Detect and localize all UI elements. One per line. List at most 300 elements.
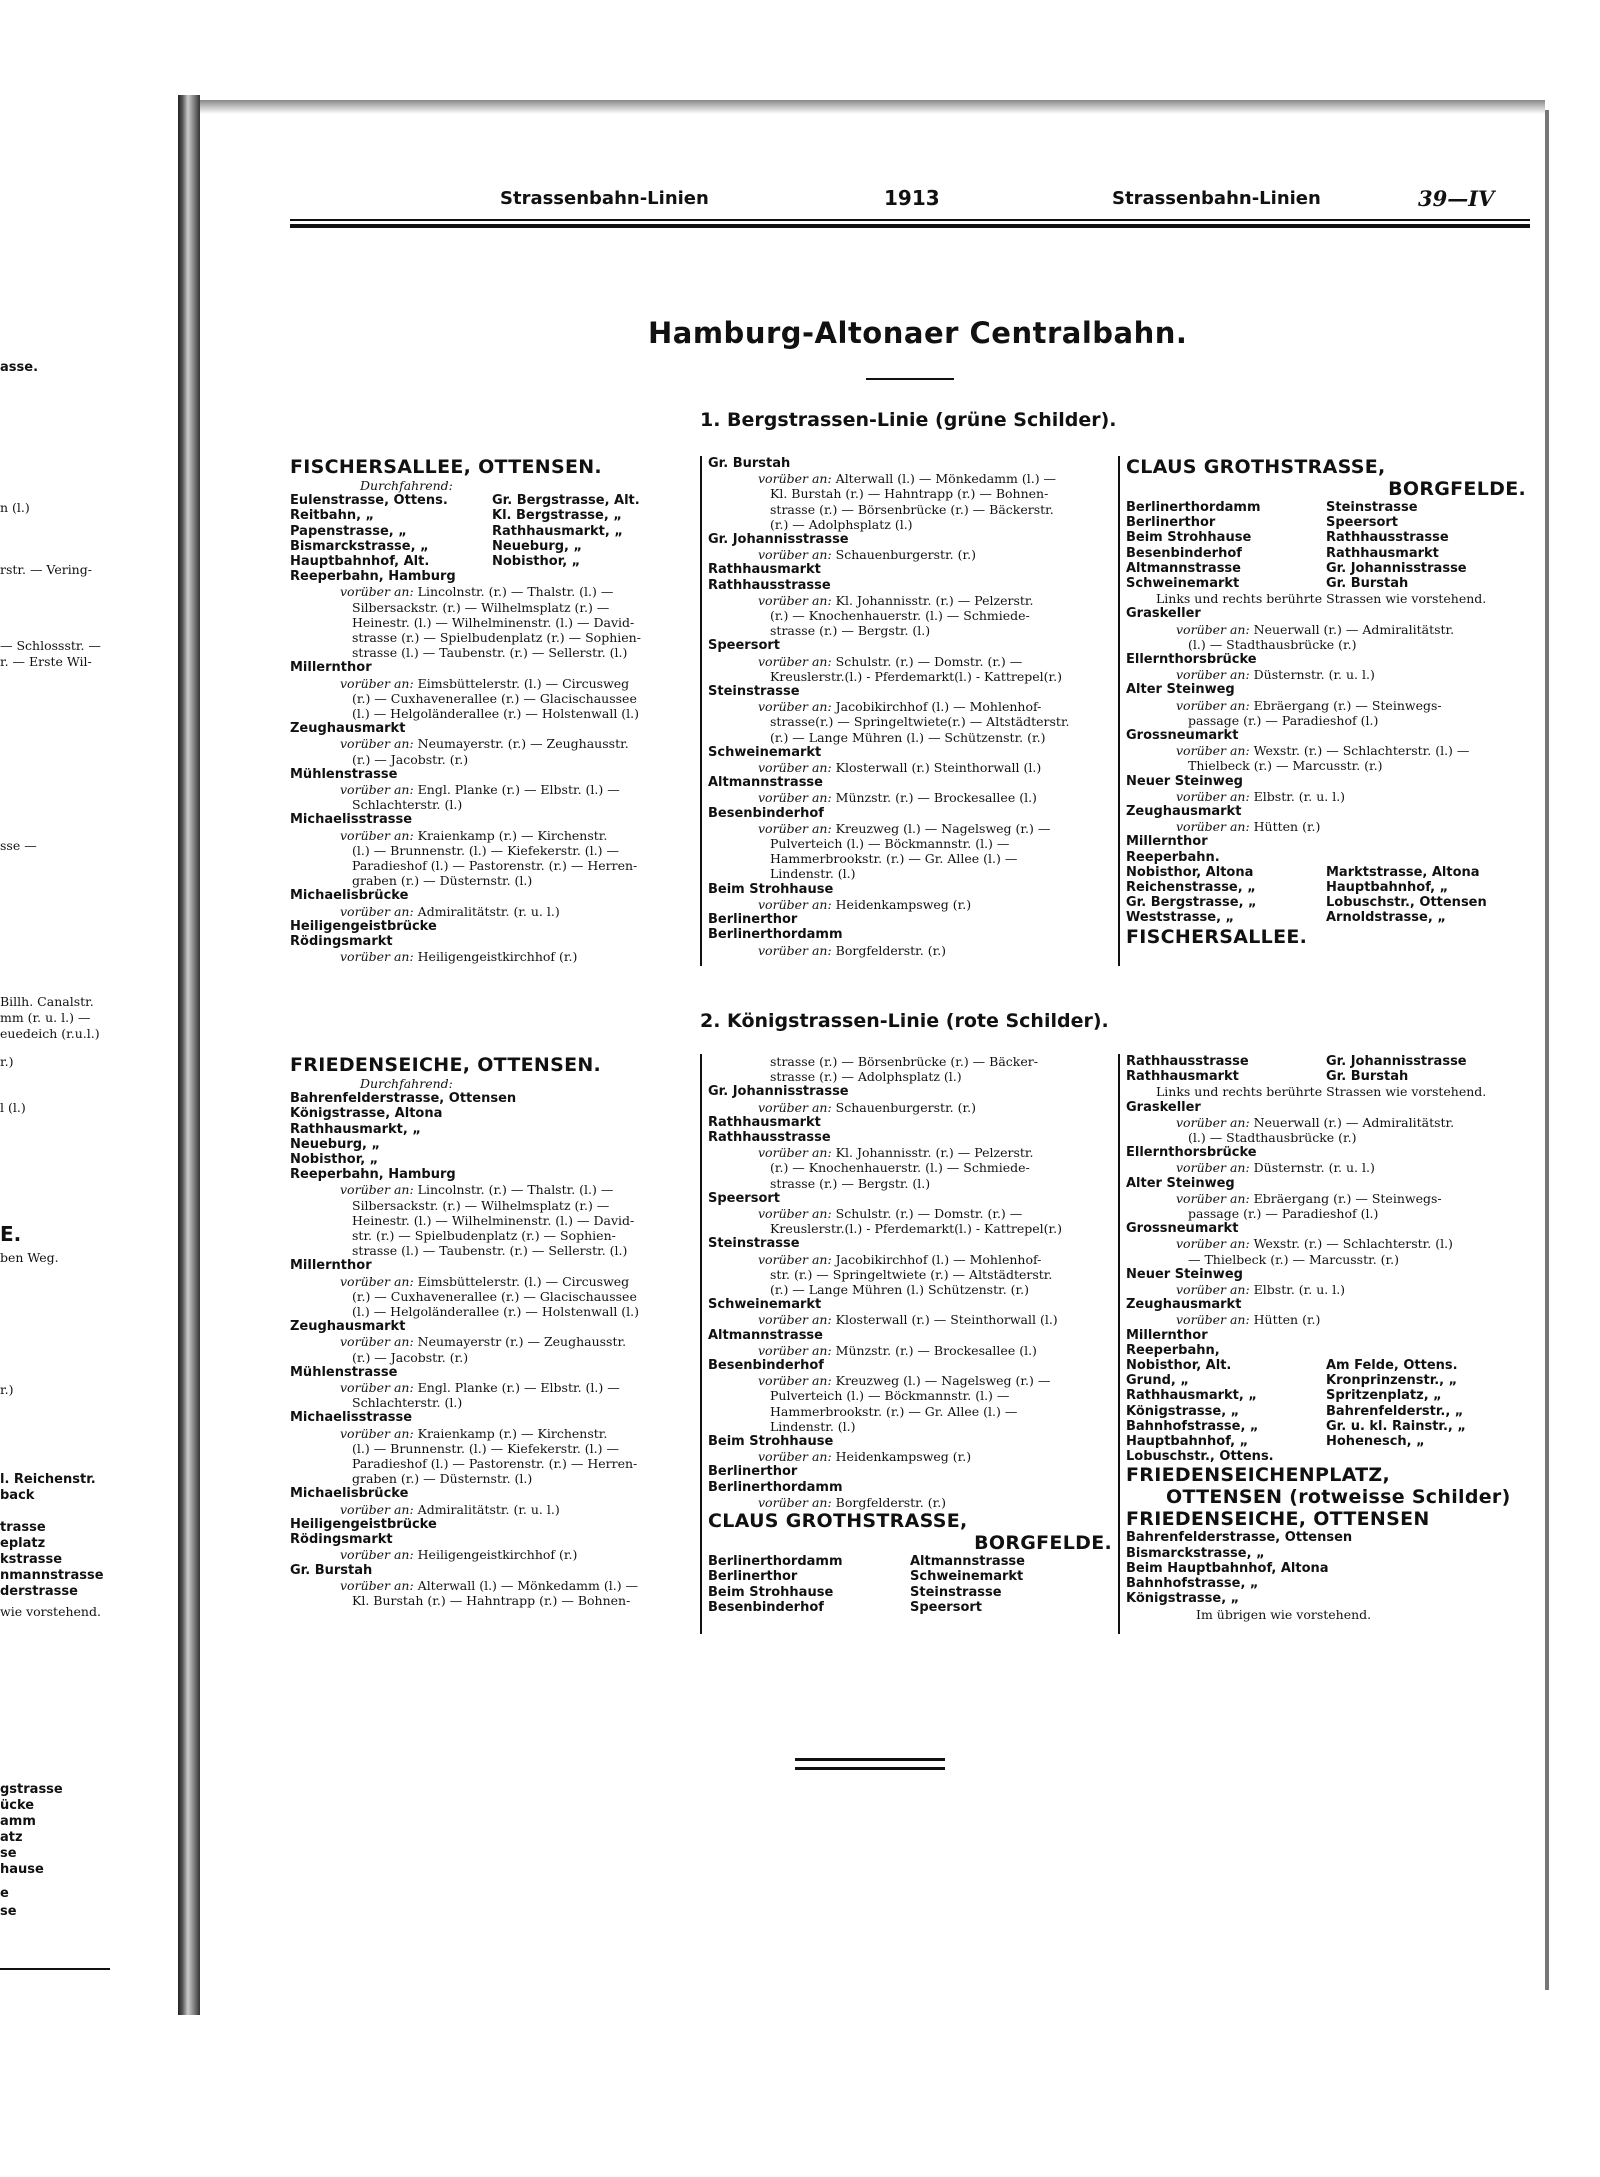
running-header-left: Strassenbahn-Linien — [500, 188, 709, 209]
stop-pair-row — [1126, 1404, 1526, 1419]
passing-streets: vorüber an: Elbstr. (r. u. l.) — [1176, 1282, 1346, 1298]
stop-name: Millernthor — [1126, 1327, 1208, 1343]
passing-streets-cont: str. (r.) — Springeltwiete (r.) — Altstädterstr. — [770, 1266, 1053, 1282]
left-fragment: — Schlossstr. — — [0, 638, 101, 653]
stop-pair-row — [1126, 1358, 1526, 1373]
stop-pair-row — [1126, 1373, 1526, 1388]
stop-name: Königstrasse, „ — [1126, 1403, 1240, 1419]
left-fragment: hause — [0, 1862, 44, 1877]
passing-streets-cont: str. (r.) — Spielbudenplatz (r.) — Sophien- — [352, 1228, 616, 1244]
stop-name: Lobuschstr., Ottensen — [1326, 895, 1487, 911]
stop-name: Bismarckstrasse, „ — [290, 538, 429, 554]
passing-streets: vorüber an: Kreuzweg (l.) — Nagelsweg (r.) — — [758, 820, 1051, 836]
stop-pair-row — [1126, 1419, 1526, 1434]
stop-pair-row — [708, 1600, 1112, 1615]
passing-streets-cont: Lindenstr. (l.) — [770, 1418, 856, 1434]
passing-streets-cont: (r.) — Knochenhauerstr. (l.) — Schmiede- — [770, 1160, 1030, 1176]
stop-name: Gr. Burstah — [1326, 576, 1409, 592]
stop-name: Beim Strohhause — [708, 1584, 834, 1600]
stop-name: Lobuschstr., Ottens. — [1126, 1449, 1274, 1465]
stop-name: Speersort — [910, 1599, 983, 1615]
stop-name: Nobisthor, „ — [492, 554, 581, 570]
stop-name: Grund, „ — [1126, 1373, 1189, 1389]
passing-streets-cont: (l.) — Helgoländerallee (r.) — Holstenwall (l.) — [352, 706, 640, 722]
stop-name: Reeperbahn. — [1126, 849, 1220, 865]
stop-name: Gr. Burstah — [1326, 1069, 1409, 1085]
passing-streets-cont: Kreuslerstr.(l.) - Pferdemarkt(l.) - Kattrepel(r.) — [770, 1221, 1062, 1237]
passing-streets: vorüber an: Eimsbüttelerstr. (l.) — Circusweg — [340, 675, 630, 691]
passing-streets-cont: strasse (r.) — Adolphsplatz (l.) — [770, 1069, 962, 1085]
stop-name: Neueburg, „ — [290, 1136, 381, 1152]
left-fragment: l. Reichenstr. — [0, 1472, 96, 1487]
passing-streets: vorüber an: Wexstr. (r.) — Schlachterstr. (l.) — [1176, 1236, 1453, 1252]
left-fragment: asse. — [0, 360, 39, 375]
stop-name: Ellernthorsbrücke — [1126, 652, 1257, 668]
passing-streets-cont: strasse (r.) — Spielbudenplatz (r.) — Sophien- — [352, 630, 641, 646]
passing-streets-cont: (r.) — Lange Mühren (l.) — Schützenstr. (r.) — [770, 729, 1046, 745]
passing-streets-cont: passage (r.) — Paradieshof (l.) — [1188, 712, 1379, 728]
stop-name: Am Felde, Ottens. — [1326, 1358, 1458, 1374]
passing-streets-cont: Links und rechts berührte Strassen wie vorstehend. — [1156, 591, 1487, 607]
stop-name: Steinstrasse — [910, 1584, 1002, 1600]
passing-streets-cont: strasse (r.) — Bergstr. (l.) — [770, 623, 931, 639]
stop-name: Rathhausmarkt, „ — [290, 1121, 421, 1137]
stop-name: Heiligengeistbrücke — [290, 1516, 437, 1532]
stop-name — [1326, 1449, 1526, 1464]
stop-name: Schweinemarkt — [1126, 576, 1240, 592]
stop-name: Mühlenstrasse — [290, 766, 398, 782]
stop-name: Rathhausmarkt, „ — [492, 523, 623, 539]
stop-list — [1126, 1084, 1526, 1358]
line2-column-2 — [708, 1054, 1112, 1615]
stop-name: Berlinerthordamm — [708, 927, 843, 943]
stop-name: Besenbinderhof — [708, 805, 824, 821]
page-title: Hamburg-Altonaer Centralbahn. — [648, 316, 1188, 350]
stop-pair-row — [1126, 1069, 1526, 1084]
through-stops — [290, 493, 694, 569]
left-fragment: derstrasse — [0, 1584, 78, 1599]
stop-name: Gr. Johannisstrasse — [708, 532, 849, 548]
stop-name: Papenstrasse, „ — [290, 523, 407, 539]
left-fragment: r.) — [0, 1054, 14, 1069]
stop-list — [290, 1167, 694, 1608]
stop-name: Reeperbahn, — [1126, 1342, 1220, 1358]
stop-list — [1126, 1530, 1526, 1606]
stop-name: Nobisthor, „ — [290, 1152, 379, 1168]
passing-streets-cont: passage (r.) — Paradieshof (l.) — [1188, 1206, 1379, 1222]
route-turn-district: BORGFELDE. — [974, 1532, 1112, 1555]
stop-name: Beim Hauptbahnhof, Altona — [1126, 1560, 1329, 1576]
passing-streets: vorüber an: Heiligengeistkirchhof (r.) — [340, 1547, 578, 1563]
left-fragment: euedeich (r.u.l.) — [0, 1026, 100, 1041]
stop-name: Michaelisbrücke — [290, 888, 409, 904]
stop-name: Rathhausmarkt — [1126, 1069, 1239, 1085]
stop-name: Reichenstrasse, „ — [1126, 880, 1256, 896]
passing-streets-cont: Thielbeck (r.) — Marcusstr. (r.) — [1188, 758, 1383, 774]
stop-pair-row — [1126, 910, 1526, 925]
stop-name: Zeughausmarkt — [290, 721, 406, 737]
passing-streets-cont: Pulverteich (l.) — Böckmannstr. (l.) — — [770, 1388, 1010, 1404]
passing-streets: vorüber an: Engl. Planke (r.) — Elbstr. (l.) — — [340, 782, 620, 798]
stop-name: Steinstrasse — [708, 1236, 800, 1252]
stop-pair-row — [1126, 576, 1526, 591]
stop-name: Zeughausmarkt — [290, 1319, 406, 1335]
left-page-fragment — [0, 110, 180, 1990]
running-header-year: 1913 — [884, 186, 940, 210]
passing-streets: vorüber an: Münzstr. (r.) — Brockesallee (l.) — [758, 790, 1037, 806]
passing-streets-cont: Heinestr. (l.) — Wilhelminenstr. (l.) — David- — [352, 614, 635, 630]
passing-streets: vorüber an: Admiralitätstr. (r. u. l.) — [340, 1501, 560, 1517]
left-fragment: trasse — [0, 1520, 46, 1535]
stop-name: Neuer Steinweg — [1126, 773, 1243, 789]
left-fragment: r. — Erste Wil- — [0, 654, 92, 669]
through-stops — [290, 1091, 694, 1167]
stop-pair-row — [290, 493, 694, 508]
left-fragment: sse — — [0, 838, 37, 853]
stop-name: Marktstrasse, Altona — [1326, 864, 1480, 880]
stop-pair-row — [290, 508, 694, 523]
passing-streets: vorüber an: Alterwall (l.) — Mönkedamm (l.) — — [758, 471, 1057, 487]
stop-name: Rathhausmarkt, „ — [1126, 1388, 1257, 1404]
stop-list — [708, 456, 1112, 958]
stop-name: Nobisthor, Alt. — [1126, 1358, 1232, 1374]
left-fragment: nmannstrasse — [0, 1568, 104, 1583]
passing-streets: vorüber an: Lincolnstr. (r.) — Thalstr. (l.) — — [340, 1182, 614, 1198]
stop-name: Reeperbahn, Hamburg — [290, 569, 456, 585]
passing-streets: vorüber an: Kl. Johannisstr. (r.) — Pelzerstr. — [758, 592, 1034, 608]
route-end: FRIEDENSEICHENPLATZ, — [1126, 1464, 1390, 1487]
stop-name: Beim Strohhause — [1126, 530, 1252, 546]
stop-pair-row — [1126, 1449, 1526, 1464]
stop-name: Heiligengeistbrücke — [290, 918, 437, 934]
passing-streets: vorüber an: Lincolnstr. (r.) — Thalstr. (l.) — — [340, 584, 614, 600]
route-terminus: FISCHERSALLEE. — [1126, 925, 1308, 948]
stop-name: Schweinemarkt — [910, 1569, 1024, 1585]
stop-pair-row — [290, 554, 694, 569]
passing-streets: vorüber an: Ebräergang (r.) — Steinwegs- — [1176, 697, 1442, 713]
passing-streets-cont: (l.) — Stadthausbrücke (r.) — [1188, 636, 1357, 652]
passing-streets: vorüber an: Heidenkampsweg (r.) — [758, 896, 972, 912]
stop-name: Hauptbahnhof, „ — [1126, 1434, 1249, 1450]
stop-name: Rathhausstrasse — [708, 1130, 831, 1146]
passing-streets-cont: (r.) — Jacobstr. (r.) — [352, 751, 469, 767]
stop-name: Gr. Bergstrasse, Alt. — [492, 493, 640, 509]
passing-streets-cont: Kl. Burstah (r.) — Hahntrapp (r.) — Bohnen- — [770, 486, 1049, 502]
passing-streets-cont: Silbersackstr. (r.) — Wilhelmsplatz (r.) — — [352, 1197, 610, 1213]
header-rule-thick — [290, 224, 1530, 228]
stop-pair-row — [708, 1585, 1112, 1600]
passing-streets-cont: Paradieshof (l.) — Pastorenstr. (r.) — Herren- — [352, 858, 638, 874]
passing-streets-cont: Pulverteich (l.) — Böckmannstr. (l.) — — [770, 836, 1010, 852]
passing-streets-cont: Paradieshof (l.) — Pastorenstr. (r.) — Herren- — [352, 1456, 638, 1472]
passing-streets-cont: graben (r.) — Düsternstr. (l.) — [352, 1471, 533, 1487]
stop-name: Millernthor — [290, 1258, 372, 1274]
stop-name: Michaelisstrasse — [290, 812, 413, 828]
passing-streets: vorüber an: Ebräergang (r.) — Steinwegs- — [1176, 1190, 1442, 1206]
stop-name: Kronprinzenstr., „ — [1326, 1373, 1458, 1389]
passing-streets: vorüber an: Kl. Johannisstr. (r.) — Pelzerstr. — [758, 1145, 1034, 1161]
passing-streets-cont: (l.) — Brunnenstr. (l.) — Kiefekerstr. (l.) — — [352, 1440, 619, 1456]
stop-name: Königstrasse, Altona — [290, 1106, 443, 1122]
closing-note: Im übrigen wie vorstehend. — [1196, 1606, 1372, 1622]
stop-pair-row — [1126, 1434, 1526, 1449]
line1-column-3 — [1126, 456, 1526, 948]
stop-name: Schweinemarkt — [708, 744, 822, 760]
stop-name: Graskeller — [1126, 606, 1201, 622]
passing-streets-cont: strasse(r.) — Springeltwiete(r.) — Altstädterstr. — [770, 714, 1070, 730]
left-fragment: mm (r. u. l.) — — [0, 1010, 91, 1025]
passing-streets: vorüber an: Düsternstr. (r. u. l.) — [1176, 1160, 1375, 1176]
stop-name: Berlinerthor — [708, 912, 798, 928]
stop-name: Reitbahn, „ — [290, 508, 375, 524]
passing-streets: vorüber an: Neuerwall (r.) — Admiralitätstr. — [1176, 621, 1455, 637]
stop-name: Speersort — [708, 638, 781, 654]
passing-streets-cont: Kreuslerstr.(l.) - Pferdemarkt(l.) - Kattrepel(r.) — [770, 668, 1062, 684]
column-divider — [1118, 1054, 1120, 1634]
stop-name: Altmannstrasse — [910, 1554, 1025, 1570]
stop-name: Berlinerthordamm — [1126, 500, 1261, 515]
stop-name: Rathhausmarkt — [1326, 545, 1439, 561]
stop-name: Nobisthor, Altona — [1126, 864, 1254, 880]
stop-name: Gr. Johannisstrasse — [1326, 1054, 1467, 1069]
stop-name: Reeperbahn, Hamburg — [290, 1167, 456, 1183]
stop-name: Altmannstrasse — [1126, 560, 1241, 576]
passing-streets: vorüber an: Eimsbüttelerstr. (l.) — Circusweg — [340, 1273, 630, 1289]
stop-name: Schweinemarkt — [708, 1297, 822, 1313]
stop-name: Besenbinderhof — [1126, 545, 1242, 561]
stop-pairs — [1126, 1358, 1526, 1464]
stop-name: Hohenesch, „ — [1326, 1434, 1425, 1450]
book-gutter — [178, 95, 200, 2015]
stop-name: Grossneumarkt — [1126, 1221, 1239, 1237]
stop-name: Gr. Johannisstrasse — [708, 1084, 849, 1100]
stop-pair-row — [290, 539, 694, 554]
stop-pair-row — [1126, 880, 1526, 895]
passing-streets-cont: (r.) — Adolphsplatz (l.) — [770, 516, 913, 532]
passing-streets-cont: (l.) — Stadthausbrücke (r.) — [1188, 1130, 1357, 1146]
route-turn: CLAUS GROTHSTRASSE, — [708, 1510, 968, 1533]
route-start: FRIEDENSEICHE, OTTENSEN. — [290, 1054, 602, 1076]
passing-streets-cont: Kl. Burstah (r.) — Hahntrapp (r.) — Bohnen- — [352, 1592, 631, 1608]
stop-name: Rathhausmarkt — [708, 562, 821, 578]
stop-name: Millernthor — [290, 660, 372, 676]
route-end-alt: FRIEDENSEICHE, OTTENSEN — [1126, 1508, 1430, 1531]
passing-streets-cont: strasse (r.) — Börsenbrücke (r.) — Bäcker- — [770, 1054, 1038, 1069]
stop-name: Berlinerthor — [708, 1464, 798, 1480]
passing-streets-cont: Schlachterstr. (l.) — [352, 1395, 463, 1411]
header-rule-thin — [290, 219, 1530, 221]
passing-streets-cont: Lindenstr. (l.) — [770, 866, 856, 882]
left-fragment: Billh. Canalstr. — [0, 994, 94, 1009]
passing-streets-cont: (r.) — Cuxhavenerallee (r.) — Glacischaussee — [352, 1288, 637, 1304]
left-fragment: E. — [0, 1222, 22, 1246]
left-fragment: e — [0, 1886, 9, 1901]
left-fragment: se — [0, 1904, 17, 1919]
passing-streets-cont: — Thielbeck (r.) — Marcusstr. (r.) — [1188, 1251, 1399, 1267]
route-end-district: BORGFELDE. — [1388, 478, 1526, 500]
column-divider — [700, 456, 702, 966]
stop-name: Altmannstrasse — [708, 775, 823, 791]
stop-name: Neuer Steinweg — [1126, 1266, 1243, 1282]
passing-streets: vorüber an: Schulstr. (r.) — Domstr. (r.) — — [758, 1206, 1023, 1222]
stop-name: Graskeller — [1126, 1099, 1201, 1115]
stop-name: Spritzenplatz, „ — [1326, 1388, 1442, 1404]
stop-list — [708, 1054, 1112, 1510]
stop-name: Hauptbahnhof, „ — [1326, 880, 1449, 896]
stop-pair-row — [1126, 530, 1526, 545]
line2-column-3 — [1126, 1054, 1526, 1622]
passing-streets: vorüber an: Admiralitätstr. (r. u. l.) — [340, 903, 560, 919]
left-fragment: wie vorstehend. — [0, 1604, 101, 1619]
column-divider — [700, 1054, 702, 1634]
stop-name: Bahrenfelderstrasse, Ottensen — [1126, 1530, 1353, 1546]
stop-name: Steinstrasse — [708, 684, 800, 700]
stop-name: Zeughausmarkt — [1126, 804, 1242, 820]
stop-pair-row — [1126, 500, 1526, 515]
page-right-edge — [1545, 110, 1549, 1990]
stop-pair-row — [708, 1569, 1112, 1584]
stop-name: Besenbinderhof — [708, 1599, 824, 1615]
passing-streets: vorüber an: Klosterwall (r.) Steinthorwall (l.) — [758, 760, 1042, 776]
stop-name: Rathhausstrasse — [1326, 530, 1449, 546]
passing-streets: vorüber an: Engl. Planke (r.) — Elbstr. (l.) — — [340, 1380, 620, 1396]
stop-name: Bahrenfelderstr., „ — [1326, 1403, 1464, 1419]
stop-pairs — [1126, 865, 1526, 926]
stop-name: Gr. Bergstrasse, „ — [1126, 895, 1257, 911]
passing-streets-cont: (r.) — Lange Mühren (l.) Schützenstr. (r.) — [770, 1282, 1029, 1298]
passing-streets-cont: (l.) — Helgoländerallee (r.) — Holstenwall (l.) — [352, 1304, 640, 1320]
passing-streets: vorüber an: Wexstr. (r.) — Schlachterstr. (l.) — — [1176, 743, 1470, 759]
passing-streets-cont: Silbersackstr. (r.) — Wilhelmsplatz (r.) — — [352, 599, 610, 615]
stop-name: Rödingsmarkt — [290, 1532, 393, 1548]
stop-pair-row — [1126, 1388, 1526, 1403]
left-fragment: gstrasse — [0, 1782, 63, 1797]
running-header-right: Strassenbahn-Linien — [1112, 188, 1321, 209]
passing-streets: vorüber an: Hütten (r.) — [1176, 1312, 1321, 1328]
stop-name: Ellernthorsbrücke — [1126, 1145, 1257, 1161]
passing-streets: vorüber an: Jacobikirchhof (l.) — Mohlenhof- — [758, 699, 1042, 715]
passing-streets-cont: strasse (r.) — Bergstr. (l.) — [770, 1175, 931, 1191]
stop-pairs — [1126, 500, 1526, 591]
stop-name: Mühlenstrasse — [290, 1364, 398, 1380]
stop-pair-row — [1126, 561, 1526, 576]
stop-name: Berlinerthor — [708, 1569, 798, 1585]
stop-pair-row — [708, 1554, 1112, 1569]
section-heading-line1: 1. Bergstrassen-Linie (grüne Schilder). — [700, 409, 1117, 431]
line1-column-1 — [290, 456, 694, 965]
stop-name: Berlinerthordamm — [708, 1479, 843, 1495]
left-page-rule — [0, 1968, 110, 1970]
stop-name: Bahnhofstrasse, „ — [1126, 1576, 1259, 1592]
stop-name: Grossneumarkt — [1126, 728, 1239, 744]
stop-pair-row — [1126, 895, 1526, 910]
stop-pair-row — [1126, 1054, 1526, 1069]
stop-name: Hauptbahnhof, Alt. — [290, 554, 430, 570]
left-fragment: amm — [0, 1814, 36, 1829]
route-start: FISCHERSALLEE, OTTENSEN. — [290, 456, 602, 478]
stop-pair-row — [1126, 515, 1526, 530]
passing-streets-cont: strasse (l.) — Taubenstr. (r.) — Sellerstr. (l.) — [352, 645, 628, 661]
passing-streets: vorüber an: Münzstr. (r.) — Brockesallee (l.) — [758, 1342, 1037, 1358]
route-end-detail: OTTENSEN (rotweisse Schilder) — [1166, 1486, 1511, 1509]
passing-streets-cont: (r.) — Jacobstr. (r.) — [352, 1349, 469, 1365]
stop-name: Berlinerthor — [1126, 515, 1216, 531]
passing-streets: vorüber an: Kraienkamp (r.) — Kirchenstr. — [340, 1425, 608, 1441]
page-top-shadow — [200, 100, 1545, 114]
stop-name: Rathhausstrasse — [1126, 1054, 1249, 1069]
left-fragment: eplatz — [0, 1536, 46, 1551]
passing-streets: vorüber an: Heidenkampsweg (r.) — [758, 1449, 972, 1465]
stop-pair-row — [1126, 865, 1526, 880]
stop-name: Berlinerthordamm — [708, 1554, 843, 1570]
passing-streets: vorüber an: Schauenburgerstr. (r.) — [758, 1099, 976, 1115]
left-fragment: atz — [0, 1830, 23, 1845]
stop-name: Arnoldstrasse, „ — [1326, 910, 1446, 926]
stop-name: Gr. Johannisstrasse — [1326, 560, 1467, 576]
stop-name: Gr. Burstah — [708, 456, 791, 471]
stop-pair-row — [290, 524, 694, 539]
left-fragment: se — [0, 1846, 17, 1861]
passing-streets: vorüber an: Neuerwall (r.) — Admiralitätstr. — [1176, 1114, 1455, 1130]
stop-name: Alter Steinweg — [1126, 1175, 1235, 1191]
line1-column-2 — [708, 456, 1112, 958]
passing-streets-cont: Schlachterstr. (l.) — [352, 797, 463, 813]
stop-list — [1126, 591, 1526, 865]
stop-name: Alter Steinweg — [1126, 682, 1235, 698]
stop-name: Gr. Burstah — [290, 1562, 373, 1578]
end-rule-2 — [795, 1767, 945, 1770]
stop-name: Rathhausstrasse — [708, 577, 831, 593]
stop-pair-row — [1126, 546, 1526, 561]
left-fragment: r.) — [0, 1382, 14, 1397]
passing-streets-cont: strasse (r.) — Börsenbrücke (r.) — Bäckerstr. — [770, 501, 1054, 517]
through-label: Durchfahrend: — [360, 478, 453, 493]
passing-streets-cont: strasse (l.) — Taubenstr. (r.) — Sellerstr. (l.) — [352, 1243, 628, 1259]
stop-list — [290, 569, 694, 964]
stop-name: Speersort — [1326, 515, 1399, 531]
passing-streets: vorüber an: Klosterwall (r.) — Steinthorwall (l.) — [758, 1312, 1058, 1328]
passing-streets-cont: (r.) — Knochenhauerstr. (l.) — Schmiede- — [770, 608, 1030, 624]
stop-name: Gr. u. kl. Rainstr., „ — [1326, 1418, 1466, 1434]
passing-streets: vorüber an: Borgfelderstr. (r.) — [758, 942, 947, 958]
passing-streets: vorüber an: Jacobikirchhof (l.) — Mohlenhof- — [758, 1251, 1042, 1267]
through-label: Durchfahrend: — [360, 1076, 453, 1091]
passing-streets: vorüber an: Borgfelderstr. (r.) — [758, 1494, 947, 1510]
passing-streets: vorüber an: Hütten (r.) — [1176, 819, 1321, 835]
column-divider — [1118, 456, 1120, 966]
stop-name: Rödingsmarkt — [290, 934, 393, 950]
passing-streets: vorüber an: Alterwall (l.) — Mönkedamm (l.) — — [340, 1577, 639, 1593]
stop-name: Beim Strohhause — [708, 1434, 834, 1450]
stop-name: Bismarckstrasse, „ — [1126, 1545, 1265, 1561]
stop-name: Altmannstrasse — [708, 1327, 823, 1343]
title-rule — [866, 378, 954, 380]
passing-streets: vorüber an: Kreuzweg (l.) — Nagelsweg (r.) — — [758, 1373, 1051, 1389]
stop-name: Steinstrasse — [1326, 500, 1418, 515]
stop-name: Bahnhofstrasse, „ — [1126, 1418, 1259, 1434]
stop-name: Weststrasse, „ — [1126, 910, 1235, 926]
left-fragment: n (l.) — [0, 500, 30, 515]
section-heading-line2: 2. Königstrassen-Linie (rote Schilder). — [700, 1010, 1109, 1032]
passing-streets: vorüber an: Neumayerstr. (r.) — Zeughausstr. — [340, 736, 629, 752]
stop-name: Speersort — [708, 1190, 781, 1206]
passing-streets-cont: Links und rechts berührte Strassen wie vorstehend. — [1156, 1084, 1487, 1100]
stop-name: Besenbinderhof — [708, 1358, 824, 1374]
left-fragment: back — [0, 1488, 35, 1503]
end-rule-1 — [795, 1758, 945, 1761]
line2-column-1 — [290, 1054, 694, 1608]
passing-streets: vorüber an: Schulstr. (r.) — Domstr. (r.) — — [758, 653, 1023, 669]
